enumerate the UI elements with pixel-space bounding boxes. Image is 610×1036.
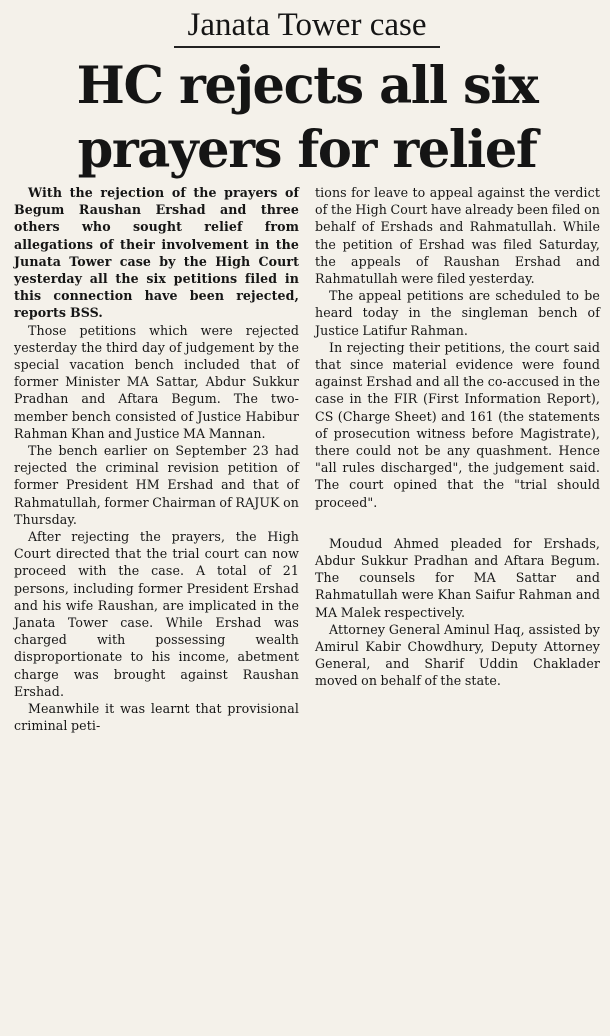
paragraph: Meanwhile it was learnt that provisional criminal peti- <box>14 701 299 734</box>
paragraph: tions for leave to appeal against the verdict of the High Court have already been filed on behalf of Ershads and Rahmatullah. While the petition of Ershad was filed Saturday, the appeals of Raushan Ershad and Rahmatullah were filed yesterday. <box>315 185 600 287</box>
paragraph: The bench earlier on September 23 had rejected the criminal revision petition of former President HM Ershad and that of Rahmatullah, former Chairman of RAJUK on Thursday. <box>14 443 299 527</box>
kicker: Janata Tower case <box>174 6 441 48</box>
paragraph: The appeal petitions are scheduled to be heard today in the singleman bench of Justice Latifur Rahman. <box>315 288 600 338</box>
paragraph: Moudud Ahmed pleaded for Ershads, Abdur Sukkur Pradhan and Aftara Begum. The counsels for MA Sattar and Rahmatullah were Khan Saifur Rahman and MA Malek respectively. <box>315 535 600 620</box>
article-body <box>14 184 600 735</box>
paragraph: Those petitions which were rejected yesterday the third day of judgement by the special vacation bench included that of former Minister MA Sattar, Abdur Sukkur Pradhan and Aftara Begum. The two-member bench consisted of Justice Habibur Rahman Khan and Justice MA Mannan. <box>14 322 299 441</box>
left-column <box>14 184 299 735</box>
kicker-container <box>14 0 600 48</box>
headline-line-2: prayers for relief <box>77 120 537 180</box>
paragraph: Attorney General Aminul Haq, assisted by Amirul Kabir Chowdhury, Deputy Attorney General, and Sharif Uddin Chaklader moved on behalf of the state. <box>315 621 600 689</box>
paragraph: After rejecting the prayers, the High Court directed that the trial court can now proceed with the case. A total of 21 persons, including former President Ershad and his wife Raushan, are implicated in the Janata Tower case. While Ershad was charged with possessing wealth disproportionate to his income, abetment charge was brought against Raushan Ershad. <box>14 529 299 699</box>
right-column <box>315 184 600 735</box>
paragraph: In rejecting their petitions, the court said that since material evidence were found against Ershad and all the co-accused in the case in the FIR (First Information Report), CS (Charge Sheet) and 161 (the statements of prosecution witness before Magistrate), there could not be any quashment. Hence "all rules discharged", the judgement said. The court opined that the "trial should proceed". <box>315 339 600 510</box>
headline <box>14 54 600 182</box>
headline-line-1: HC rejects all six <box>76 56 538 116</box>
paragraph: With the rejection of the prayers of Begum Raushan Ershad and three others who sought relief from allegations of their involvement in the Junata Tower case by the High Court yesterday all the six petitions filed in this connection have been rejected, reports BSS. <box>14 185 299 321</box>
